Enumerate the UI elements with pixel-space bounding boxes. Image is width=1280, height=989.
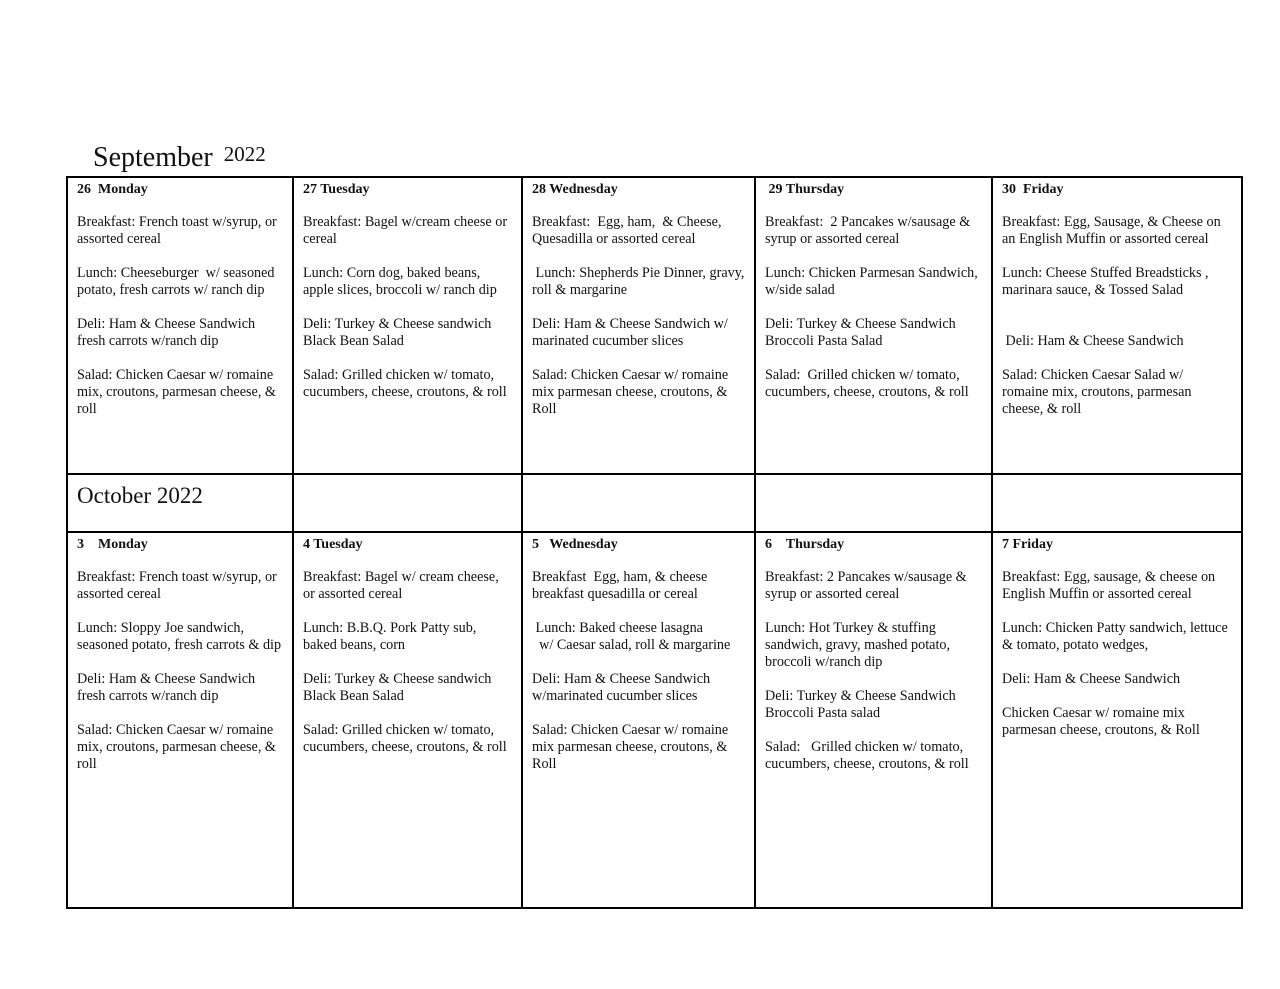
lunch-text: Lunch: Hot Turkey & stuffing sandwich, gravy, mashed potato, broccoli w/ranch dip: [765, 620, 954, 670]
month-title-cell: [67, 474, 293, 532]
page-title: [93, 140, 266, 176]
day-cell-mon-3: [67, 532, 293, 908]
deli-text: Deli: Turkey & Cheese Sandwich Broccoli Pasta salad: [765, 688, 960, 721]
day-heading: 30 Friday: [1002, 182, 1064, 197]
day-heading: 6 Thursday: [765, 537, 845, 552]
week-row-october: [67, 532, 1242, 908]
deli-text: Deli: Turkey & Cheese sandwich Black Bean Salad: [303, 316, 495, 349]
breakfast-text: Breakfast: Egg, ham, & Cheese, Quesadilla or assorted cereal: [532, 214, 726, 247]
day-heading: 4 Tuesday: [303, 537, 363, 552]
lunch-text: Lunch: Chicken Patty sandwich, lettuce & tomato, potato wedges,: [1002, 620, 1232, 653]
lunch-text: Lunch: Cheeseburger w/ seasoned potato, fresh carrots w/ ranch dip: [77, 265, 279, 298]
day-cell-tue-4: [293, 532, 522, 908]
breakfast-text: Breakfast: Bagel w/ cream cheese, or assorted cereal: [303, 569, 503, 602]
deli-text: Deli: Ham & Cheese Sandwich w/marinated cucumber slices: [532, 671, 714, 704]
day-cell-fri-7: [992, 532, 1242, 908]
breakfast-text: Breakfast: French toast w/syrup, or assorted cereal: [77, 214, 281, 247]
breakfast-text: Breakfast: Egg, sausage, & cheese on English Muffin or assorted cereal: [1002, 569, 1219, 602]
week-row-september: [67, 177, 1242, 474]
lunch-text: Lunch: B.B.Q. Pork Patty sub, baked beans, corn: [303, 620, 480, 653]
empty-cell: [522, 474, 755, 532]
salad-text: Salad: Chicken Caesar w/ romaine mix parmesan cheese, croutons, & Roll: [532, 722, 732, 772]
deli-text: Deli: Ham & Cheese Sandwich fresh carrots w/ranch dip: [77, 316, 259, 349]
salad-text: Salad: Chicken Caesar w/ romaine mix parmesan cheese, croutons, & Roll: [532, 367, 732, 417]
title-month: September: [93, 142, 213, 173]
day-cell-thu-29: [755, 177, 992, 474]
empty-cell: [992, 474, 1242, 532]
lunch-text: Lunch: Sloppy Joe sandwich, seasoned potato, fresh carrots & dip: [77, 620, 282, 653]
lunch-text: Lunch: Corn dog, baked beans, apple slices, broccoli w/ ranch dip: [303, 265, 497, 298]
day-heading: 7 Friday: [1002, 537, 1053, 552]
deli-text: Deli: Turkey & Cheese sandwich Black Bean Salad: [303, 671, 495, 704]
deli-text: Deli: Ham & Cheese Sandwich fresh carrots w/ranch dip: [77, 671, 259, 704]
day-cell-tue-27: [293, 177, 522, 474]
deli-text: Deli: Ham & Cheese Sandwich: [1005, 333, 1184, 349]
salad-text: Salad: Grilled chicken w/ tomato, cucumbers, cheese, croutons, & roll: [765, 739, 969, 772]
deli-text: Deli: Ham & Cheese Sandwich: [1002, 671, 1181, 687]
day-cell-wed-5: [522, 532, 755, 908]
lunch-text: Lunch: Baked cheese lasagna w/ Caesar salad, roll & margarine: [535, 620, 731, 653]
october-title: October 2022: [77, 483, 203, 508]
empty-cell: [293, 474, 522, 532]
day-heading: 3 Monday: [77, 537, 148, 552]
lunch-text: Lunch: Chicken Parmesan Sandwich, w/side salad: [765, 265, 982, 298]
day-cell-mon-26: [67, 177, 293, 474]
salad-text: Salad: Grilled chicken w/ tomato, cucumbers, cheese, croutons, & roll: [303, 367, 507, 400]
day-heading: 28 Wednesday: [532, 182, 618, 197]
breakfast-text: Breakfast: Egg, Sausage, & Cheese on an English Muffin or assorted cereal: [1002, 214, 1225, 247]
day-cell-thu-6: [755, 532, 992, 908]
day-heading: 29 Thursday: [765, 182, 845, 197]
month-separator-row: [67, 474, 1242, 532]
menu-calendar-table: [66, 176, 1243, 909]
salad-text: Salad: Chicken Caesar Salad w/ romaine mix, croutons, parmesan cheese, & roll: [1002, 367, 1196, 417]
salad-text: Salad: Grilled chicken w/ tomato, cucumbers, cheese, croutons, & roll: [303, 722, 507, 755]
breakfast-text: Breakfast: Bagel w/cream cheese or cereal: [303, 214, 511, 247]
day-cell-wed-28: [522, 177, 755, 474]
salad-text: Chicken Caesar w/ romaine mix parmesan cheese, croutons, & Roll: [1002, 705, 1200, 738]
breakfast-text: Breakfast: French toast w/syrup, or assorted cereal: [77, 569, 281, 602]
salad-text: Salad: Grilled chicken w/ tomato, cucumbers, cheese, croutons, & roll: [765, 367, 969, 400]
title-year: 2022: [223, 142, 266, 166]
breakfast-text: Breakfast Egg, ham, & cheese breakfast quesadilla or cereal: [532, 569, 711, 602]
empty-cell: [755, 474, 992, 532]
day-heading: 5 Wednesday: [532, 537, 618, 552]
deli-text: Deli: Ham & Cheese Sandwich w/ marinated cucumber slices: [532, 316, 732, 349]
lunch-text: Lunch: Cheese Stuffed Breadsticks , marinara sauce, & Tossed Salad: [1002, 265, 1213, 298]
day-heading: 26 Monday: [77, 182, 148, 197]
breakfast-text: Breakfast: 2 Pancakes w/sausage & syrup or assorted cereal: [765, 214, 974, 247]
day-cell-fri-30: [992, 177, 1242, 474]
day-heading: 27 Tuesday: [303, 182, 370, 197]
lunch-text: Lunch: Shepherds Pie Dinner, gravy, roll & margarine: [532, 265, 752, 298]
breakfast-text: Breakfast: 2 Pancakes w/sausage & syrup or assorted cereal: [765, 569, 971, 602]
salad-text: Salad: Chicken Caesar w/ romaine mix, croutons, parmesan cheese, & roll: [77, 722, 280, 772]
deli-text: Deli: Turkey & Cheese Sandwich Broccoli Pasta Salad: [765, 316, 960, 349]
salad-text: Salad: Chicken Caesar w/ romaine mix, croutons, parmesan cheese, & roll: [77, 367, 280, 417]
